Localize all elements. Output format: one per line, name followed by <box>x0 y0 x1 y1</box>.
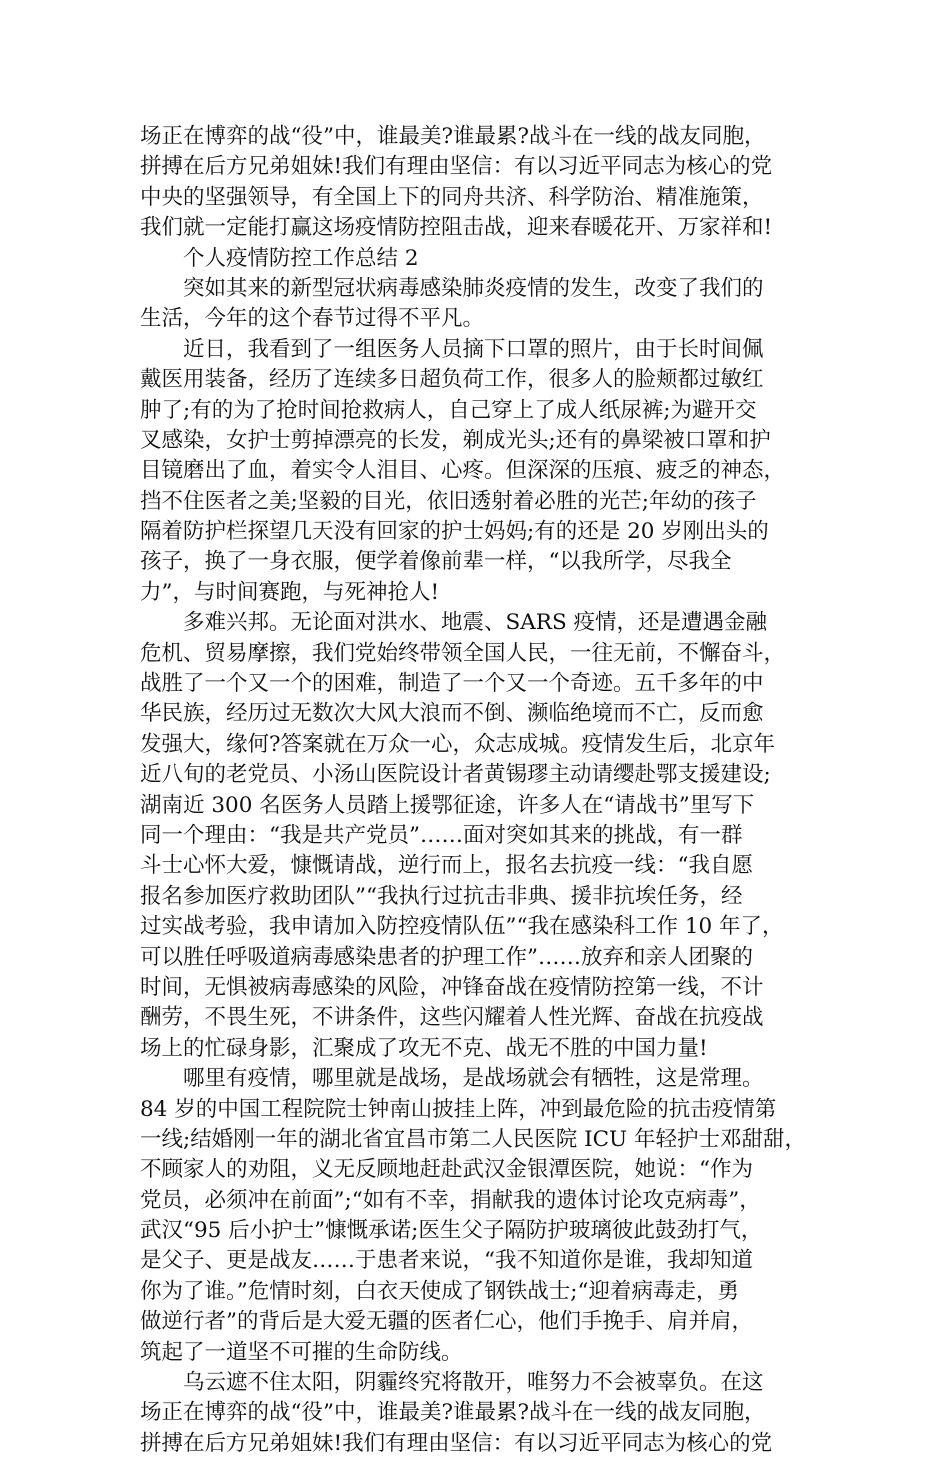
text-line: 中央的坚强领导，有全国上下的同舟共济、科学防治、精准施策， <box>140 184 764 210</box>
text-line: 时间，无惧被病毒感染的风险，冲锋奋战在疫情防控第一线，不计 <box>140 974 764 1000</box>
text-line: 做逆行者”的背后是大爱无疆的医者仁心，他们手挽手、肩并肩， <box>140 1309 753 1335</box>
text-line: 酬劳，不畏生死，不讲条件，这些闪耀着人性光辉、奋战在抗疫战 <box>140 1005 764 1031</box>
text-line: 斗士心怀大爱，慷慨请战，逆行而上，报名去抗疫一线：“我自愿 <box>140 853 753 879</box>
text-line: 挡不住医者之美;坚毅的目光，依旧透射着必胜的光芒;年幼的孩子 <box>140 488 757 514</box>
text-line: 可以胜任呼吸道病毒感染患者的护理工作”……放弃和亲人团聚的 <box>140 944 753 970</box>
text-line: 戴医用装备，经历了连续多日超负荷工作，很多人的脸颊都过敏红 <box>140 367 764 393</box>
text-line: 生活，今年的这个春节过得不平凡。 <box>140 306 485 332</box>
text-line: 突如其来的新型冠状病毒感染肺炎疫情的发生，改变了我们的 <box>183 275 764 301</box>
text-line: 过实战考验，我申请加入防控疫情队伍”“我在感染科工作 10 年了， <box>140 914 784 940</box>
text-line: 孩子，换了一身衣服，便学着像前辈一样，“以我所学，尽我全 <box>140 549 732 575</box>
text-line: 84 岁的中国工程院院士钟南山披挂上阵，冲到最危险的抗击疫情第 <box>140 1096 777 1122</box>
text-line: 华民族，经历过无数次大风大浪而不倒、濒临绝境而不亡，反而愈 <box>140 701 764 727</box>
text-line: 多难兴邦。无论面对洪水、地震、SARS 疫情，还是遭遇金融 <box>183 610 768 636</box>
text-line: 目镜磨出了血，着实令人泪目、心疼。但深深的压痕、疲乏的神态， <box>140 458 786 484</box>
text-line: 肿了;有的为了抢时间抢救病人，自己穿上了成人纸尿裤;为避开交 <box>140 397 757 423</box>
text-line: 场上的忙碌身影，汇聚成了攻无不克、战无不胜的中国力量! <box>140 1035 708 1061</box>
text-line: 是父子、更是战友……于患者来说，“我不知道你是谁，我却知道 <box>140 1248 753 1274</box>
text-line: 场正在博弈的战“役”中，谁最美?谁最累?战斗在一线的战友同胞， <box>140 1400 766 1426</box>
text-line: 拼搏在后方兄弟姐妹!我们有理由坚信：有以习近平同志为核心的党 <box>140 1430 773 1456</box>
text-line: 危机、贸易摩擦，我们党始终带领全国人民，一往无前，不懈奋斗， <box>140 640 786 666</box>
document-body <box>140 122 830 1459</box>
text-line: 隔着防护栏探望几天没有回家的护士妈妈;有的还是 20 岁刚出头的 <box>140 519 769 545</box>
text-line: 近八旬的老党员、小汤山医院设计者黄锡璆主动请缨赴鄂支援建设; <box>140 762 771 788</box>
text-line: 力”，与时间赛跑，与死神抢人! <box>140 579 440 605</box>
text-line: 一线;结婚刚一年的湖北省宜昌市第二人民医院 ICU 年轻护士邓甜甜， <box>140 1126 806 1152</box>
text-line: 武汉“95 后小护士”慷慨承诺;医生父子隔防护玻璃彼此鼓劲打气， <box>140 1218 763 1244</box>
text-line: 拼搏在后方兄弟姐妹!我们有理由坚信：有以习近平同志为核心的党 <box>140 154 773 180</box>
text-line: 哪里有疫情，哪里就是战场，是战场就会有牺牲，这是常理。 <box>183 1066 764 1092</box>
text-line: 报名参加医疗救助团队”“我执行过抗击非典、援非抗埃任务，经 <box>140 883 743 909</box>
text-line: 发强大，缘何?答案就在万众一心，众志成城。疫情发生后，北京年 <box>140 731 776 757</box>
section-heading: 个人疫情防控工作总结 2 <box>183 245 419 271</box>
text-line: 筑起了一道坚不可摧的生命防线。 <box>140 1339 463 1365</box>
text-line: 湖南近 300 名医务人员踏上援鄂征途，许多人在“请战书”里写下 <box>140 792 755 818</box>
text-line: 不顾家人的劝阻，义无反顾地赶赴武汉金银潭医院，她说：“作为 <box>140 1157 753 1183</box>
text-line: 党员，必须冲在前面”;“如有不幸，捐献我的遗体讨论攻克病毒”， <box>140 1187 761 1213</box>
text-line: 乌云遮不住太阳，阴霾终究将散开，唯努力不会被辜负。在这 <box>183 1370 764 1396</box>
text-line: 战胜了一个又一个的困难，制造了一个又一个奇迹。五千多年的中 <box>140 671 764 697</box>
text-line: 你为了谁。”危情时刻，白衣天使成了钢铁战士;“迎着病毒走，勇 <box>140 1278 739 1304</box>
text-line: 场正在博弈的战“役”中，谁最美?谁最累?战斗在一线的战友同胞， <box>140 124 766 149</box>
text-line: 近日，我看到了一组医务人员摘下口罩的照片，由于长时间佩 <box>183 336 764 362</box>
text-line: 我们就一定能打赢这场疫情防控阻击战，迎来春暖花开、万家祥和! <box>140 215 773 241</box>
text-line: 同一个理由：“我是共产党员”……面对突如其来的挑战，有一群 <box>140 822 743 848</box>
text-line: 叉感染，女护士剪掉漂亮的长发，剃成光头;还有的鼻梁被口罩和护 <box>140 427 771 453</box>
